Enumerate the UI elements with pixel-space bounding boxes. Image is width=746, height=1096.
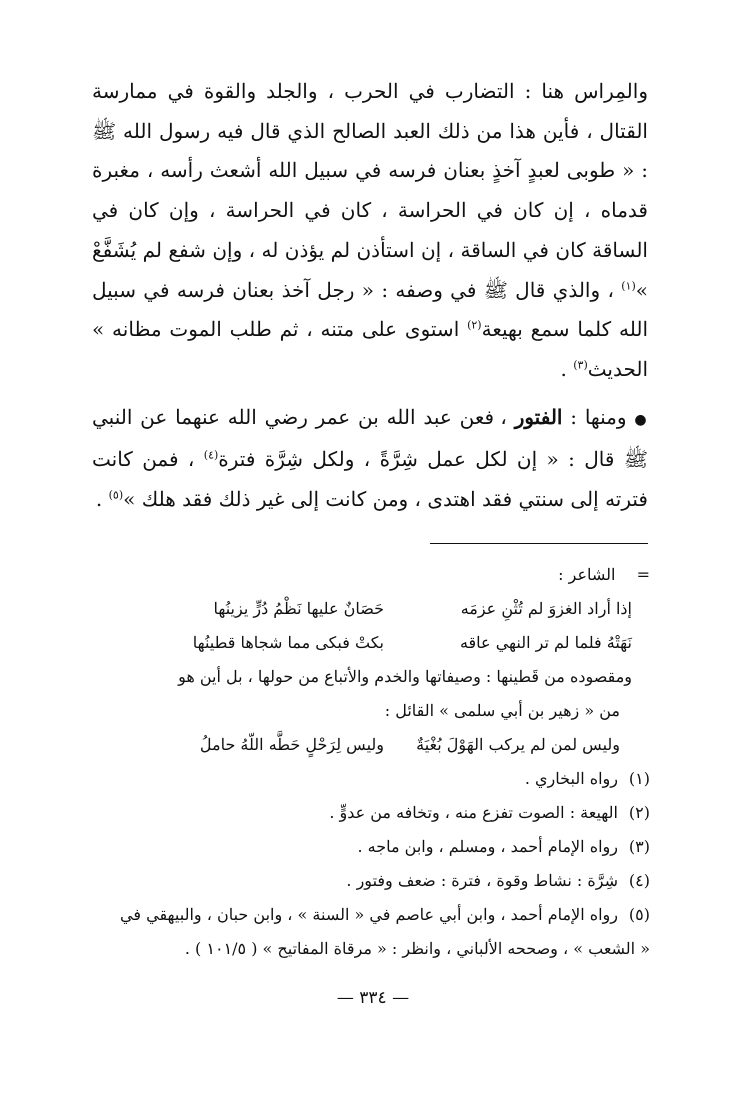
footnote-ref: (٢) [467,318,482,332]
footnote-text: رواه البخاري . [524,769,618,788]
verse-hemistich: وليس لِرَحْلٍ حَطَّه اللّهُ حاملُ [199,735,384,754]
footnote-5 [102,898,650,932]
continuation-text: الشاعر : [558,565,616,584]
verse-line [102,626,650,660]
footnote-ref: (١) [621,278,636,292]
footnote-ref: (٤) [203,448,219,462]
footnote-1 [102,762,650,796]
paragraph-text: ، فمن كانت فترته إلى سنتي فقد اهتدى ، ومن كانت إلى غير ذلك فقد هلك » [92,447,648,512]
footnote-number: (٣) [628,837,650,856]
paragraph-text: ومنها : [570,404,627,429]
paragraph-text: ، والذي قال ﷺ في وصفه : « رجل آخذ بعنان فرسه في سبيل الله كلما سمع بهيعة [92,277,649,342]
footnote-divider [430,543,648,544]
footnote-text: الهيعة : الصوت تفزع منه ، وتخافه من عدوٍّ . [329,803,618,822]
bold-term: الفتور [514,404,563,429]
verse-line [102,728,650,762]
footnotes [102,558,650,966]
verse-hemistich: حَصَانٌ عليها نَظْمُ دُرٍّ يزينُها [213,599,384,618]
footnote-text: شِرَّة : نشاط وقوة ، فترة : ضعف وفتور . [346,871,618,890]
paragraph-end: . [95,487,103,512]
footnote-number: (٤) [628,871,650,890]
bullet-icon: ● [634,411,648,428]
footnote-prose [102,694,650,728]
footnote-continuation [102,558,650,592]
continuation-marker: = [636,565,650,584]
footnote-number: (٥) [628,905,650,924]
paragraph-text: ، فعن عبد الله بن عمر رضي الله عنهما عن النبي ﷺ قال : « إن لكل عمل شِرَّةً ، ولكل شِرَّة فترة [92,404,649,472]
paragraph-end: . [560,356,567,381]
paragraph-1 [92,72,648,390]
verse-hemistich: إذا أراد الغزوَ لم تُثْنِ عزمَه [460,599,632,618]
footnote-2 [102,796,650,830]
footnote-4 [102,864,650,898]
paragraph-text: والمِراس هنا : التضارب في الحرب ، والجلد والقوة في ممارسة القتال ، فأين هذا من ذلك العبد الصالح الذي قال فيه رسول الله ﷺ : « طوبى لعبدٍ آخذٍ بعنان فرسه في سبيل الله أشعث رأسه ، مغبرة قدماه ، إن كان في الحراسة ، كان في الحراسة ، وإن كان في الساقة كان في الساقة ، إن استأذن لم يؤذن له ، وإن شفع لم يُشَفَّعْ » [92,79,649,302]
main-text [92,72,648,520]
prose-text: من « زهير بن أبي سلمى » القائل : [384,701,620,720]
prose-text: ومقصوده من قَطينها : وصيفاتها والخدم والأتباع من حولها ، بل أين هو [178,667,632,686]
footnote-number: (١) [628,769,650,788]
paragraph-text: استوى على متنه ، ثم طلب الموت مظانه » الحديث [92,317,648,381]
verse-hemistich: بكتْ فبكى مما شجاها قطينُها [192,633,384,652]
footnote-ref: (٣) [573,358,588,372]
footnote-3 [102,830,650,864]
footnote-text: رواه الإمام أحمد ، وابن أبي عاصم في « السنة » ، وابن حبان ، والبيهقي في [120,905,618,924]
footnote-5-continued [102,932,650,966]
footnote-ref: (٥) [108,488,124,502]
paragraph-2 [92,398,648,520]
footnote-text: رواه الإمام أحمد ، ومسلم ، وابن ماجه . [357,837,618,856]
verse-hemistich: وليس لمن لم يركب الهَوْلَ بُغْيَةٌ [416,735,620,754]
verse-hemistich: نَهَتْهُ فلما لم تر النهي عاقه [459,633,632,652]
footnote-prose [102,660,650,694]
verse-line [102,592,650,626]
footnote-text: « الشعب » ، وصححه الألباني ، وانظر : « مرقاة المفاتيح » ( ١٠١/٥ ) . [184,939,650,958]
page-number: — ٣٣٤ — [336,988,410,1008]
footnote-number: (٢) [628,803,650,822]
